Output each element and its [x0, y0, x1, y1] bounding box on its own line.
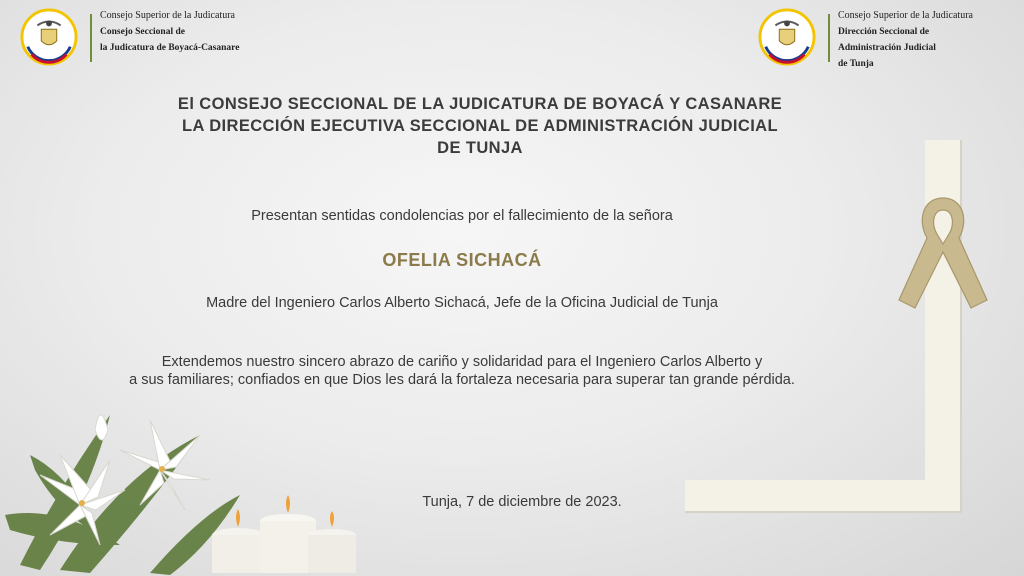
logo-sub-line-2: Administración Judicial: [838, 43, 936, 53]
logo-divider: [828, 14, 830, 62]
intro-text: Presentan sentidas condolencias por el fallecimiento de la señora: [251, 208, 673, 224]
logo-text: [100, 8, 239, 53]
logo-org-name: Consejo Superior de la Judicatura: [100, 10, 235, 21]
logo-sub-line-2: la Judicatura de Boyacá-Casanare: [100, 43, 240, 53]
logo-sub-line-3: de Tunja: [838, 59, 874, 69]
deceased-name: OFELIA SICHACÁ: [382, 250, 542, 270]
logo-org-name: Consejo Superior de la Judicatura: [838, 10, 973, 21]
relation-text: Madre del Ingeniero Carlos Alberto Sichacá, Jefe de la Oficina Judicial de Tunja: [206, 295, 718, 311]
message-line-1: Extendemos nuestro sincero abrazo de cariño y solidaridad para el Ingeniero Carlos Alberto y: [161, 354, 763, 370]
coat-of-arms-icon: [20, 8, 78, 66]
message-line-2: a sus familiares; confiados en que Dios les dará la fortaleza necesaria para superar tan grande pérdida.: [129, 372, 795, 388]
header-line-2: LA DIRECCIÓN EJECUTIVA SECCIONAL DE ADMINISTRACIÓN JUDICIAL: [182, 117, 778, 135]
lilies-and-candles-illustration: [0, 395, 370, 576]
header-line-3: DE TUNJA: [437, 139, 523, 157]
logo-text: [838, 8, 973, 69]
logo-divider: [90, 14, 92, 62]
logo-direccion-seccional: [758, 8, 973, 69]
date-text: Tunja, 7 de diciembre de 2023.: [422, 494, 622, 510]
logo-sub-line-1: Consejo Seccional de: [100, 27, 185, 37]
logo-sub-line-1: Dirección Seccional de: [838, 27, 930, 37]
logo-consejo-seccional: [20, 8, 239, 66]
header-line-1: El CONSEJO SECCIONAL DE LA JUDICATURA DE BOYACÁ Y CASANARE: [177, 95, 783, 113]
coat-of-arms-icon: [758, 8, 816, 66]
